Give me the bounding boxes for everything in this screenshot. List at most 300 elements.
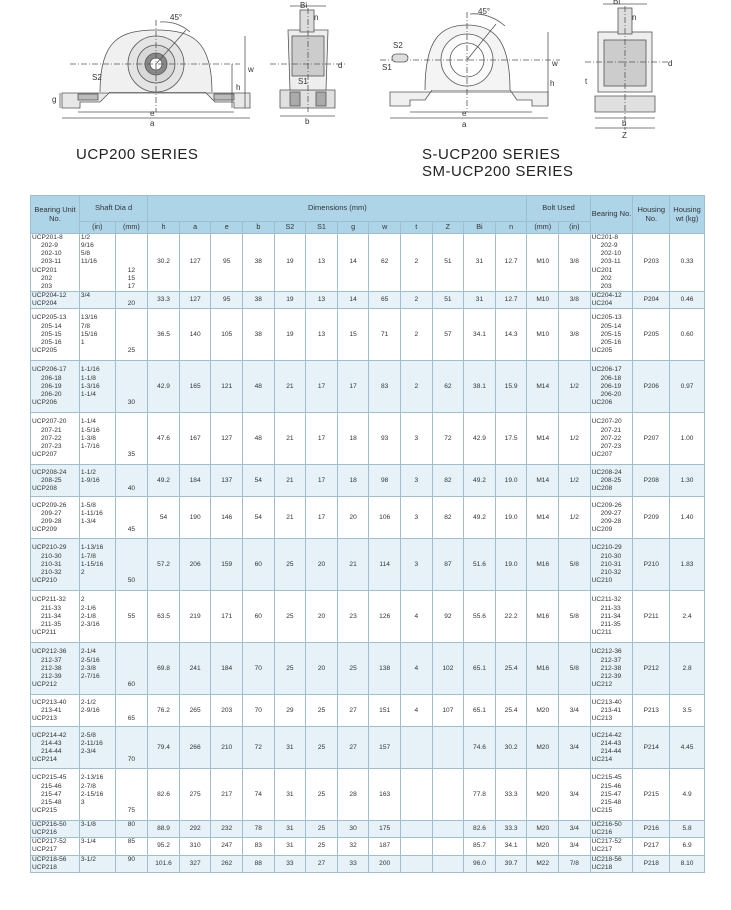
bolt-mm-cell: M14	[527, 497, 559, 539]
shaft-mm-cell-line	[117, 258, 147, 266]
shaft-mm-cell	[115, 497, 148, 539]
dim-g-cell: 21	[337, 539, 369, 591]
bearing-unit-cell-line: UCP217-52	[32, 838, 67, 846]
housing-wt-cell: 1.83	[670, 539, 705, 591]
shaft-mm-cell-line	[117, 443, 147, 451]
bearing-unit-cell-line: UCP215	[32, 806, 57, 814]
bearing-no-cell-line: 211-34	[600, 612, 621, 620]
bearing-no-cell-line: 209-28	[600, 517, 622, 525]
bearing-unit-cell	[31, 769, 80, 821]
dim-e-cell: 95	[211, 292, 243, 309]
shaft-mm-cell-line: 40	[127, 484, 136, 492]
dim-a-cell: 265	[179, 695, 211, 727]
dim-s2-cell: 21	[274, 413, 306, 465]
dim-bi-cell: 74.6	[464, 727, 496, 769]
bearing-no-cell	[590, 643, 633, 695]
header-in: (in)	[79, 222, 115, 234]
dim-b-cell: 38	[243, 292, 275, 309]
bearing-unit-cell-line: 210-32	[41, 568, 62, 576]
shaft-in-cell-line	[81, 864, 114, 872]
bearing-no-cell-line: UC218-56	[591, 855, 622, 863]
bearing-unit-cell-line: UCP212	[32, 680, 57, 688]
dim-g-cell: 18	[337, 465, 369, 497]
bearing-unit-cell-line: UCP209	[32, 525, 57, 533]
bearing-unit-cell-line: 205-14	[41, 322, 62, 330]
bearing-unit-cell-line: 209-27	[41, 509, 62, 517]
shaft-in-cell-line: 3-1/2	[80, 855, 96, 863]
bearing-no-cell	[590, 539, 633, 591]
shaft-mm-cell-line	[117, 242, 147, 250]
header-col-w: w	[369, 222, 401, 234]
label-a-right: a	[462, 120, 467, 129]
bearing-no-cell	[590, 591, 633, 643]
bearing-unit-cell-line: UCP201-8	[32, 234, 63, 242]
bearing-unit-cell-line: UCP214-42	[32, 731, 67, 739]
table-row	[31, 643, 705, 695]
dim-w-cell: 106	[369, 497, 401, 539]
dim-s2-cell: 25	[274, 539, 306, 591]
table-row	[31, 234, 705, 292]
shaft-mm-cell-line	[117, 375, 147, 383]
dim-bi-cell: 77.8	[464, 769, 496, 821]
label-s1-right: S1	[382, 63, 392, 72]
shaft-in-cell	[79, 591, 115, 643]
shaft-mm-cell-line	[117, 502, 147, 510]
table-row	[31, 292, 705, 309]
bolt-in-cell: 3/4	[559, 727, 591, 769]
bearing-no-cell-line: 203	[600, 282, 612, 290]
shaft-mm-cell-line	[117, 553, 147, 561]
shaft-in-cell	[79, 309, 115, 361]
header-bearing-unit: Bearing Unit No.	[31, 196, 80, 234]
bearing-no-cell-line: UC211	[591, 628, 612, 636]
shaft-mm-cell-line	[117, 864, 147, 872]
bearing-unit-cell-line: UCP210	[32, 576, 57, 584]
shaft-mm-cell-line	[117, 657, 147, 665]
bearing-unit-cell-line: UCP211-32	[32, 596, 66, 604]
dim-n-cell: 22.2	[495, 591, 527, 643]
shaft-in-cell-line: 3-1/8	[80, 821, 96, 829]
dim-e-cell: 171	[211, 591, 243, 643]
dim-h-cell: 76.2	[148, 695, 180, 727]
dim-b-cell: 70	[243, 643, 275, 695]
dim-n-cell: 25.4	[495, 695, 527, 727]
dim-h-cell: 63.5	[148, 591, 180, 643]
dim-a-cell: 127	[179, 292, 211, 309]
housing-no-cell: P205	[633, 309, 670, 361]
housing-wt-cell: 0.33	[670, 234, 705, 292]
bolt-in-cell: 3/8	[559, 309, 591, 361]
bearing-unit-cell-line: 206-19	[41, 382, 62, 390]
shaft-in-cell-line: 1-5/8	[80, 501, 96, 509]
dim-h-cell: 79.4	[148, 727, 180, 769]
dim-g-cell: 30	[337, 821, 369, 838]
bearing-no-cell-line: 203-11	[600, 258, 621, 266]
header-col-s2: S2	[274, 222, 306, 234]
shaft-in-cell-line	[81, 275, 114, 283]
dim-w-cell: 83	[369, 361, 401, 413]
ucp-front-view	[60, 20, 250, 118]
table-row	[31, 591, 705, 643]
shaft-in-cell-line: 2	[80, 596, 85, 604]
bearing-no-cell	[590, 309, 633, 361]
shaft-mm-cell-line	[117, 391, 147, 399]
dim-s2-cell: 31	[274, 838, 306, 855]
dim-s1-cell: 17	[306, 497, 338, 539]
dim-t-cell: 4	[400, 643, 432, 695]
dim-e-cell: 210	[211, 727, 243, 769]
bolt-in-cell: 1/2	[559, 465, 591, 497]
bearing-unit-cell-line: UCP204	[32, 300, 57, 308]
dim-s2-cell: 31	[274, 769, 306, 821]
shaft-in-cell	[79, 769, 115, 821]
label-h-right: h	[550, 79, 555, 88]
shaft-in-cell-line	[81, 283, 114, 291]
dim-s2-cell: 19	[274, 234, 306, 292]
housing-wt-cell: 4.45	[670, 727, 705, 769]
shaft-in-cell-line: 3/4	[80, 292, 91, 299]
dim-s1-cell: 25	[306, 695, 338, 727]
dim-t-cell: 2	[400, 234, 432, 292]
dim-e-cell: 146	[211, 497, 243, 539]
housing-no-cell: P211	[633, 591, 670, 643]
dim-h-cell: 36.5	[148, 309, 180, 361]
bearing-no-cell-line: UC206-17	[591, 366, 622, 374]
bearing-no-cell-line: 206-19	[600, 382, 622, 390]
shaft-mm-cell	[115, 309, 148, 361]
shaft-in-cell-line: 2-7/16	[80, 672, 100, 680]
dim-s1-cell: 25	[306, 821, 338, 838]
dim-b-cell: 74	[243, 769, 275, 821]
dim-h-cell: 49.2	[148, 465, 180, 497]
shaft-in-cell-line: 2-11/16	[80, 739, 103, 747]
bolt-mm-cell: M20	[527, 695, 559, 727]
shaft-in-cell-line: 2-9/16	[80, 706, 100, 714]
dim-a-cell: 167	[179, 413, 211, 465]
header-bolt-in: (in)	[559, 222, 591, 234]
table-body	[31, 234, 705, 873]
dim-z-cell: 92	[432, 591, 464, 643]
dim-b-cell: 38	[243, 234, 275, 292]
shaft-in-cell	[79, 292, 115, 309]
bolt-in-cell: 1/2	[559, 497, 591, 539]
housing-wt-cell: 1.00	[670, 413, 705, 465]
dim-h-cell: 88.9	[148, 821, 180, 838]
shaft-mm-cell-line	[117, 791, 147, 799]
bearing-unit-cell-line: UCP215-45	[32, 774, 67, 782]
shaft-in-cell-line: 1/2	[80, 234, 91, 242]
dim-z-cell	[432, 838, 464, 855]
bearing-unit-cell-line: 207-21	[41, 426, 62, 434]
bearing-no-cell-line: 214-44	[600, 747, 622, 755]
series-title-right: S-UCP200 SERIES SM-UCP200 SERIES	[422, 146, 574, 180]
shaft-mm-cell	[115, 821, 148, 838]
shaft-mm-cell-line	[117, 331, 147, 339]
shaft-in-cell-line: 1-1/4	[80, 418, 96, 426]
shaft-mm-cell-line	[117, 518, 147, 526]
bolt-mm-cell: M20	[527, 727, 559, 769]
shaft-in-cell-line: 1-1/16	[80, 366, 100, 374]
dim-a-cell: 165	[179, 361, 211, 413]
shaft-in-cell-line: 1-15/16	[80, 560, 104, 568]
dim-z-cell	[432, 727, 464, 769]
shaft-mm-cell	[115, 413, 148, 465]
bearing-no-cell-line: 202-10	[600, 250, 622, 258]
dim-z-cell: 72	[432, 413, 464, 465]
dim-w-cell: 187	[369, 838, 401, 855]
shaft-mm-cell-line: 12	[127, 266, 136, 274]
dim-g-cell: 14	[337, 292, 369, 309]
dim-a-cell: 140	[179, 309, 211, 361]
dim-a-cell: 219	[179, 591, 211, 643]
shaft-in-cell-line: 11/16	[80, 258, 97, 266]
bearing-unit-cell-line: UCP208-24	[32, 468, 67, 476]
bearing-no-cell-line: UC204	[591, 300, 613, 308]
dim-bi-cell: 96.0	[464, 855, 496, 872]
dim-t-cell	[400, 855, 432, 872]
bearing-no-cell	[590, 727, 633, 769]
bearing-unit-cell-line: UCP207-20	[32, 418, 67, 426]
bearing-unit-cell-line: UCP212-36	[32, 648, 67, 656]
bolt-mm-cell: M14	[527, 465, 559, 497]
bearing-no-cell-line: 205-16	[600, 338, 622, 346]
bolt-in-cell: 5/8	[559, 539, 591, 591]
header-dimensions: Dimensions (mm)	[148, 196, 527, 222]
bearing-no-cell-line: 215-47	[600, 790, 622, 798]
dim-b-cell: 83	[243, 838, 275, 855]
dim-n-cell: 15.9	[495, 361, 527, 413]
bearing-unit-cell-line: 202-9	[41, 242, 58, 250]
shaft-in-cell-line	[81, 526, 114, 534]
bearing-no-cell	[590, 413, 633, 465]
shaft-in-cell	[79, 465, 115, 497]
bolt-mm-cell: M20	[527, 821, 559, 838]
bearing-no-cell-line: UC207	[591, 450, 613, 458]
shaft-in-cell-line: 1-3/16	[80, 382, 100, 390]
shaft-mm-cell-line	[117, 510, 147, 518]
shaft-in-cell-line: 1-13/16	[80, 544, 104, 552]
bearing-no-cell-line: 202-9	[600, 242, 618, 250]
label-t: t	[585, 77, 588, 86]
dim-t-cell: 4	[400, 591, 432, 643]
shaft-in-cell-line	[81, 807, 114, 815]
table-row	[31, 465, 705, 497]
shaft-in-cell-line: 2-13/16	[80, 774, 104, 782]
dim-bi-cell: 65.1	[464, 695, 496, 727]
shaft-mm-cell-line	[117, 621, 147, 629]
label-angle-left: 45°	[170, 13, 183, 22]
bearing-no-cell-line: 207-23	[600, 442, 622, 450]
bearing-no-cell-line: UC210-29	[591, 544, 622, 552]
bearing-no-cell-line: 210-31	[600, 560, 622, 568]
dim-e-cell: 105	[211, 309, 243, 361]
dim-a-cell: 275	[179, 769, 211, 821]
series-title-left: UCP200 SERIES	[76, 146, 199, 163]
bearing-unit-cell-line: 209-28	[41, 517, 62, 525]
shaft-in-cell-line	[81, 577, 114, 585]
bearing-unit-cell-line: 212-39	[41, 672, 62, 680]
shaft-in-cell-line: 2-1/8	[80, 612, 96, 620]
shaft-mm-cell-line	[117, 783, 147, 791]
bearing-unit-cell-line: UCP209-26	[32, 501, 67, 509]
shaft-in-cell-line: 5/8	[80, 250, 91, 258]
shaft-mm-cell-line	[117, 699, 147, 707]
shaft-mm-cell	[115, 591, 148, 643]
header-housing-wt: Housing wt (kg)	[670, 196, 705, 234]
table-row	[31, 855, 705, 872]
dim-bi-cell: 42.9	[464, 413, 496, 465]
housing-wt-cell: 0.46	[670, 292, 705, 309]
dim-s2-cell: 21	[274, 497, 306, 539]
shaft-in-cell	[79, 643, 115, 695]
shaft-mm-cell-line	[117, 748, 147, 756]
bearing-no-cell-line: 202	[600, 274, 612, 282]
bearing-no-cell-line: UC209-26	[591, 501, 622, 509]
dim-a-cell: 241	[179, 643, 211, 695]
housing-no-cell: P208	[633, 465, 670, 497]
bearing-unit-cell-line: UCP218	[32, 863, 57, 871]
shaft-in-cell-line: 1-5/16	[80, 426, 100, 434]
bearing-unit-cell	[31, 591, 80, 643]
s-ucp-front-view	[380, 12, 560, 118]
shaft-in-cell-line	[81, 485, 114, 493]
shaft-in-cell	[79, 695, 115, 727]
bearing-unit-cell-line: 215-48	[41, 798, 62, 806]
shaft-mm-cell-line	[117, 774, 147, 782]
dim-g-cell: 33	[337, 855, 369, 872]
bearing-no-cell-line: 211-33	[600, 604, 621, 612]
bearing-unit-cell-line: UCP204-12	[32, 292, 67, 299]
bearing-unit-cell-line: 202-10	[41, 250, 62, 258]
housing-no-cell: P210	[633, 539, 670, 591]
dim-b-cell: 60	[243, 539, 275, 591]
bearing-no-cell-line: 208-25	[600, 476, 622, 484]
bolt-in-cell: 3/4	[559, 695, 591, 727]
bearing-no-cell-line: 211-35	[600, 620, 621, 628]
dim-e-cell: 232	[211, 821, 243, 838]
shaft-in-cell-line	[81, 300, 114, 308]
shaft-mm-cell-line	[117, 829, 147, 837]
bearing-no-cell-line: UC212	[591, 680, 613, 688]
shaft-in-cell	[79, 413, 115, 465]
dim-s1-cell: 17	[306, 465, 338, 497]
bearing-unit-cell-line: 215-46	[41, 782, 62, 790]
bearing-no-cell-line: UC215	[591, 806, 613, 814]
header-mm: (mm)	[115, 222, 148, 234]
bearing-unit-cell-line: UCP213-40	[32, 698, 67, 706]
dim-g-cell: 25	[337, 643, 369, 695]
bearing-unit-cell-line: 211-35	[41, 620, 62, 628]
dim-s1-cell: 20	[306, 591, 338, 643]
table-row	[31, 838, 705, 855]
dim-h-cell: 101.6	[148, 855, 180, 872]
housing-no-cell: P206	[633, 361, 670, 413]
label-d-right: d	[668, 59, 673, 68]
shaft-in-cell-line: 1-1/8	[80, 374, 96, 382]
bearing-no-cell-line: UC214	[591, 755, 613, 763]
dim-a-cell: 206	[179, 539, 211, 591]
dim-w-cell: 157	[369, 727, 401, 769]
shaft-mm-cell-line	[117, 339, 147, 347]
bearing-no-cell-line: 212-39	[600, 672, 622, 680]
shaft-in-cell-line	[81, 267, 114, 275]
shaft-in-cell-line	[81, 451, 114, 459]
bearing-unit-cell	[31, 643, 80, 695]
dim-e-cell: 127	[211, 413, 243, 465]
dim-n-cell: 33.3	[495, 769, 527, 821]
shaft-mm-cell	[115, 539, 148, 591]
dim-z-cell: 51	[432, 234, 464, 292]
dim-b-cell: 48	[243, 413, 275, 465]
shaft-mm-cell-line: 70	[127, 755, 136, 763]
housing-wt-cell: 4.9	[670, 769, 705, 821]
dim-b-cell: 54	[243, 465, 275, 497]
dim-w-cell: 98	[369, 465, 401, 497]
bearing-unit-cell-line: UCP207	[32, 450, 57, 458]
shaft-mm-cell-line	[117, 435, 147, 443]
shaft-in-cell-line: 7/8	[80, 322, 91, 330]
bolt-in-cell: 1/2	[559, 413, 591, 465]
shaft-mm-cell-line	[117, 477, 147, 485]
bearing-no-cell-line: 215-48	[600, 798, 622, 806]
table-row	[31, 727, 705, 769]
dim-s1-cell: 25	[306, 769, 338, 821]
dim-w-cell: 114	[369, 539, 401, 591]
table-row	[31, 769, 705, 821]
bolt-mm-cell: M22	[527, 855, 559, 872]
bearing-no-cell-line: 207-22	[600, 434, 622, 442]
shaft-in-cell-line: 2-3/4	[80, 747, 96, 755]
bearing-unit-cell	[31, 695, 80, 727]
housing-no-cell: P216	[633, 821, 670, 838]
shaft-mm-cell-line: 85	[127, 838, 136, 846]
dim-b-cell: 88	[243, 855, 275, 872]
shaft-mm-cell-line	[117, 234, 147, 242]
bearing-no-cell-line: UC210	[591, 576, 613, 584]
shaft-mm-cell-line	[117, 544, 147, 552]
table-row	[31, 497, 705, 539]
bearing-no-cell	[590, 361, 633, 413]
header-col-n: n	[495, 222, 527, 234]
label-b-right: b	[622, 119, 627, 128]
table-row	[31, 361, 705, 413]
bolt-mm-cell: M14	[527, 413, 559, 465]
bearing-no-cell-line: UC213-40	[591, 698, 622, 706]
dim-e-cell: 203	[211, 695, 243, 727]
shaft-mm-cell-line	[117, 673, 147, 681]
dim-bi-cell: 31	[464, 292, 496, 309]
bearing-no-cell-line: 207-21	[600, 426, 622, 434]
dim-t-cell	[400, 769, 432, 821]
label-w-right: w	[552, 59, 558, 68]
shaft-mm-cell	[115, 695, 148, 727]
shaft-mm-cell-line: 65	[127, 714, 136, 722]
dim-s1-cell: 13	[306, 309, 338, 361]
dim-s2-cell: 31	[274, 821, 306, 838]
dim-g-cell: 23	[337, 591, 369, 643]
dim-g-cell: 14	[337, 234, 369, 292]
dim-h-cell: 42.9	[148, 361, 180, 413]
bolt-in-cell: 5/8	[559, 591, 591, 643]
bearing-unit-cell-line: UCP208	[32, 484, 57, 492]
shaft-mm-cell-line: 25	[127, 346, 136, 354]
dim-z-cell	[432, 769, 464, 821]
bearing-no-cell-line: UC216	[591, 829, 613, 837]
dim-t-cell	[400, 821, 432, 838]
housing-no-cell: P207	[633, 413, 670, 465]
bearing-no-cell	[590, 821, 633, 838]
dim-w-cell: 175	[369, 821, 401, 838]
